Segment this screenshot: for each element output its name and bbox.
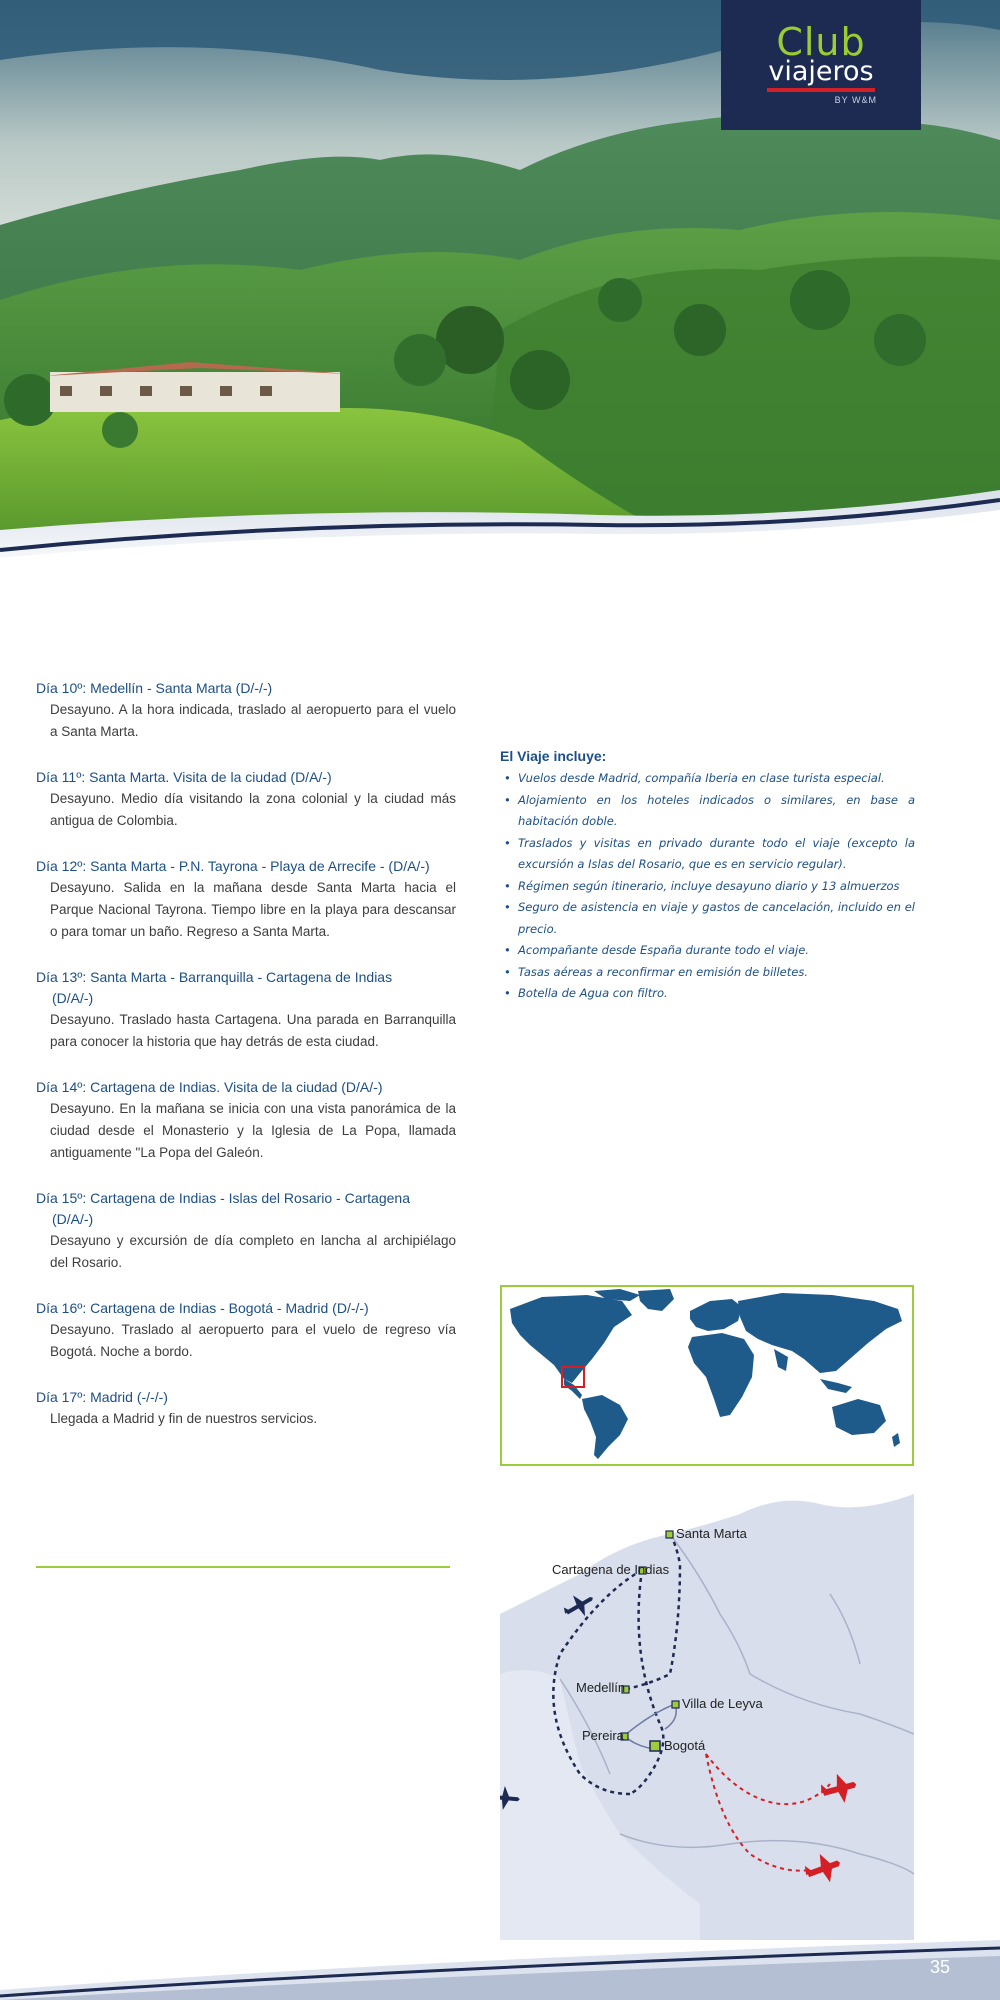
world-map: [500, 1285, 914, 1466]
day-title: Día 12º: Santa Marta - P.N. Tayrona - Playa de Arrecife - (D/A/-): [36, 858, 430, 874]
day-description: Desayuno. Traslado hasta Cartagena. Una parada en Barranquilla para conocer la historia que hay detrás de esta ciudad.: [50, 1012, 456, 1049]
itinerary-day: [36, 856, 456, 943]
city-label-medellin: Medellín: [576, 1680, 626, 1695]
day-title: Día 14º: Cartagena de Indias. Visita de la ciudad (D/A/-): [36, 1079, 383, 1095]
includes-item: [500, 962, 915, 984]
itinerary-day: [36, 1188, 456, 1274]
includes-item: [500, 768, 915, 790]
city-label-pereira: Pereira: [582, 1728, 624, 1743]
day-description: Desayuno. En la mañana se inicia con una vista panorámica de la ciudad desde el Monasterio y la Iglesia de La Popa, llamada antiguamente "La Popa del Galeón.: [50, 1101, 456, 1160]
logo-by-text: BY W&M: [834, 95, 877, 105]
includes-item-text: Botella de Agua con filtro.: [518, 986, 668, 1000]
includes-item-text: Tasas aéreas a reconfirmar en emisión de billetes.: [518, 964, 808, 979]
day-title-meals: (D/A/-): [52, 990, 94, 1006]
city-marker-santa-marta: [666, 1531, 673, 1538]
city-label-cartagena: Cartagena de Indias: [552, 1562, 670, 1577]
bullet-icon: •: [504, 943, 511, 957]
section-divider: [36, 1566, 450, 1568]
includes-item: [500, 897, 915, 940]
colombia-route-map: [500, 1474, 914, 1940]
includes-item-text: Vuelos desde Madrid, compañía Iberia en clase turista especial.: [518, 771, 885, 785]
footer-wave: [0, 1900, 1000, 2000]
itinerary-day: [36, 678, 456, 743]
day-title: Día 17º: Madrid (-/-/-): [36, 1389, 168, 1405]
bullet-icon: •: [504, 878, 511, 893]
includes-item: [500, 833, 915, 876]
day-title: Día 10º: Medellín - Santa Marta (D/-/-): [36, 680, 273, 696]
city-label-bogota: Bogotá: [664, 1738, 706, 1753]
bullet-icon: •: [504, 964, 511, 979]
logo-viajeros-text: viajeros: [768, 56, 874, 87]
day-title-meals: (D/A/-): [52, 1211, 94, 1227]
includes-list: [500, 768, 915, 1005]
world-map-graphic: [502, 1287, 912, 1464]
day-title: [36, 1188, 456, 1230]
day-description: Desayuno. Traslado al aeropuerto para el vuelo de regreso vía Bogotá. Noche a bordo.: [50, 1322, 456, 1359]
day-description: Desayuno. Medio día visitando la zona colonial y la ciudad más antigua de Colombia.: [50, 791, 456, 828]
day-description: Llegada a Madrid y fin de nuestros servicios.: [50, 1411, 318, 1426]
itinerary-list: [36, 678, 456, 1454]
trip-includes: [500, 746, 915, 1005]
logo-red-bar: [767, 88, 875, 92]
includes-item-text: Régimen según itinerario, incluye desayuno diario y 13 almuerzos: [518, 878, 900, 893]
day-title-main: Día 15º: Cartagena de Indias - Islas del Rosario - Cartagena: [36, 1190, 410, 1206]
bullet-icon: •: [504, 986, 511, 1000]
day-description: Desayuno. A la hora indicada, traslado al aeropuerto para el vuelo a Santa Marta.: [50, 702, 456, 739]
city-label-santa-marta: Santa Marta: [676, 1526, 747, 1541]
day-title-main: Día 13º: Santa Marta - Barranquilla - Cartagena de Indias: [36, 969, 393, 985]
itinerary-day: [36, 1298, 456, 1363]
city-label-villa-leyva: Villa de Leyva: [682, 1696, 763, 1711]
day-title: Día 16º: Cartagena de Indias - Bogotá - Madrid (D/-/-): [36, 1300, 369, 1316]
includes-item-text: Seguro de asistencia en viaje y gastos de cancelación, incluido en el precio.: [518, 900, 915, 936]
includes-heading: El Viaje incluye:: [500, 748, 607, 764]
bullet-icon: •: [504, 792, 511, 807]
day-title: [36, 967, 456, 1009]
itinerary-day: [36, 967, 456, 1053]
bullet-icon: •: [504, 900, 511, 914]
includes-item: [500, 876, 915, 898]
itinerary-day: [36, 767, 456, 832]
includes-item-text: Acompañante desde España durante todo el viaje.: [518, 943, 809, 957]
bullet-icon: •: [504, 771, 511, 785]
includes-item: [500, 790, 915, 833]
page-number: 35: [930, 1957, 951, 1977]
includes-item-text: Traslados y visitas en privado durante todo el viaje (excepto la excursión a Islas del Rosario, que es en servicio regular).: [518, 835, 915, 871]
club-viajeros-logo: [721, 0, 921, 130]
itinerary-day: [36, 1387, 456, 1430]
day-description: Desayuno. Salida en la mañana desde Santa Marta hacia el Parque Nacional Tayrona. Tiempo libre en la playa para descansar o para tomar un baño. Regreso a Santa Marta.: [50, 880, 456, 939]
bullet-icon: •: [504, 835, 511, 850]
day-title: Día 11º: Santa Marta. Visita de la ciudad (D/A/-): [36, 769, 332, 785]
logo-club-text: Club: [776, 20, 866, 64]
city-marker-bogota: [650, 1741, 660, 1751]
includes-item-text: Alojamiento en los hoteles indicados o similares, en base a habitación doble.: [518, 792, 915, 828]
day-description: Desayuno y excursión de día completo en lancha al archipiélago del Rosario.: [50, 1233, 456, 1270]
city-marker-villa-leyva: [672, 1701, 679, 1708]
itinerary-day: [36, 1077, 456, 1164]
includes-item: [500, 940, 915, 962]
includes-item: [500, 983, 915, 1005]
